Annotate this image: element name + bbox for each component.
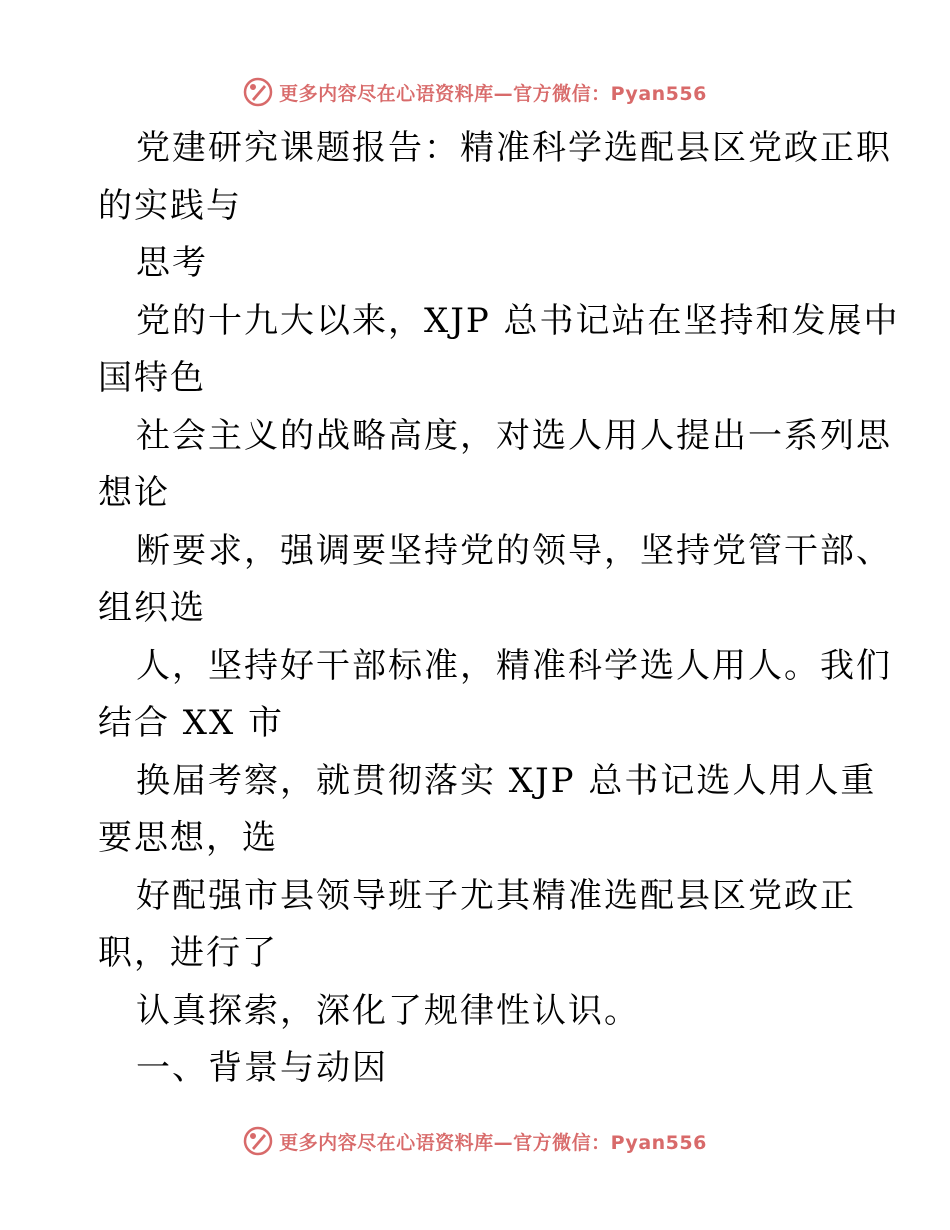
watermark-text: 更多内容尽在心语资料库—官方微信：Pyan556 xyxy=(279,1131,707,1154)
section-heading: 一、背景与动因 xyxy=(136,1048,388,1088)
text-line: 换届考察，就贯彻落实 XJP 总书记选人用人重 xyxy=(136,760,877,801)
header-watermark xyxy=(0,72,950,112)
text-line: 想论 xyxy=(98,473,170,513)
text-line: 党的十九大以来，XJP 总书记站在坚持和发展中 xyxy=(136,300,900,341)
text-line: 思考 xyxy=(136,243,208,283)
footer-watermark xyxy=(0,1121,950,1161)
text-line: 职，进行了 xyxy=(98,933,278,973)
text-line: 认真探索，深化了规律性认识。 xyxy=(136,990,640,1031)
text-line: 结合 XX 市 xyxy=(98,703,285,743)
text-line: 社会主义的战略高度，对选人用人提出一系列思 xyxy=(136,415,892,456)
watermark-text: 更多内容尽在心语资料库—官方微信：Pyan556 xyxy=(279,82,707,105)
text-line: 组织选 xyxy=(98,588,206,628)
document-body xyxy=(98,120,900,1098)
text-line: 的实践与 xyxy=(98,185,242,226)
text-line: 要思想，选 xyxy=(98,818,278,858)
text-line: 人，坚持好干部标准，精准科学选人用人。我们 xyxy=(136,645,892,686)
text-line: 党建研究课题报告：精准科学选配县区党政正职 xyxy=(136,128,892,168)
quill-logo-icon xyxy=(243,77,273,107)
text-line: 国特色 xyxy=(98,358,206,398)
text-line: 好配强市县领导班子尤其精准选配县区党政正 xyxy=(136,875,856,916)
quill-logo-icon xyxy=(243,1126,273,1156)
text-line: 断要求，强调要坚持党的领导，坚持党管干部、 xyxy=(136,530,892,571)
